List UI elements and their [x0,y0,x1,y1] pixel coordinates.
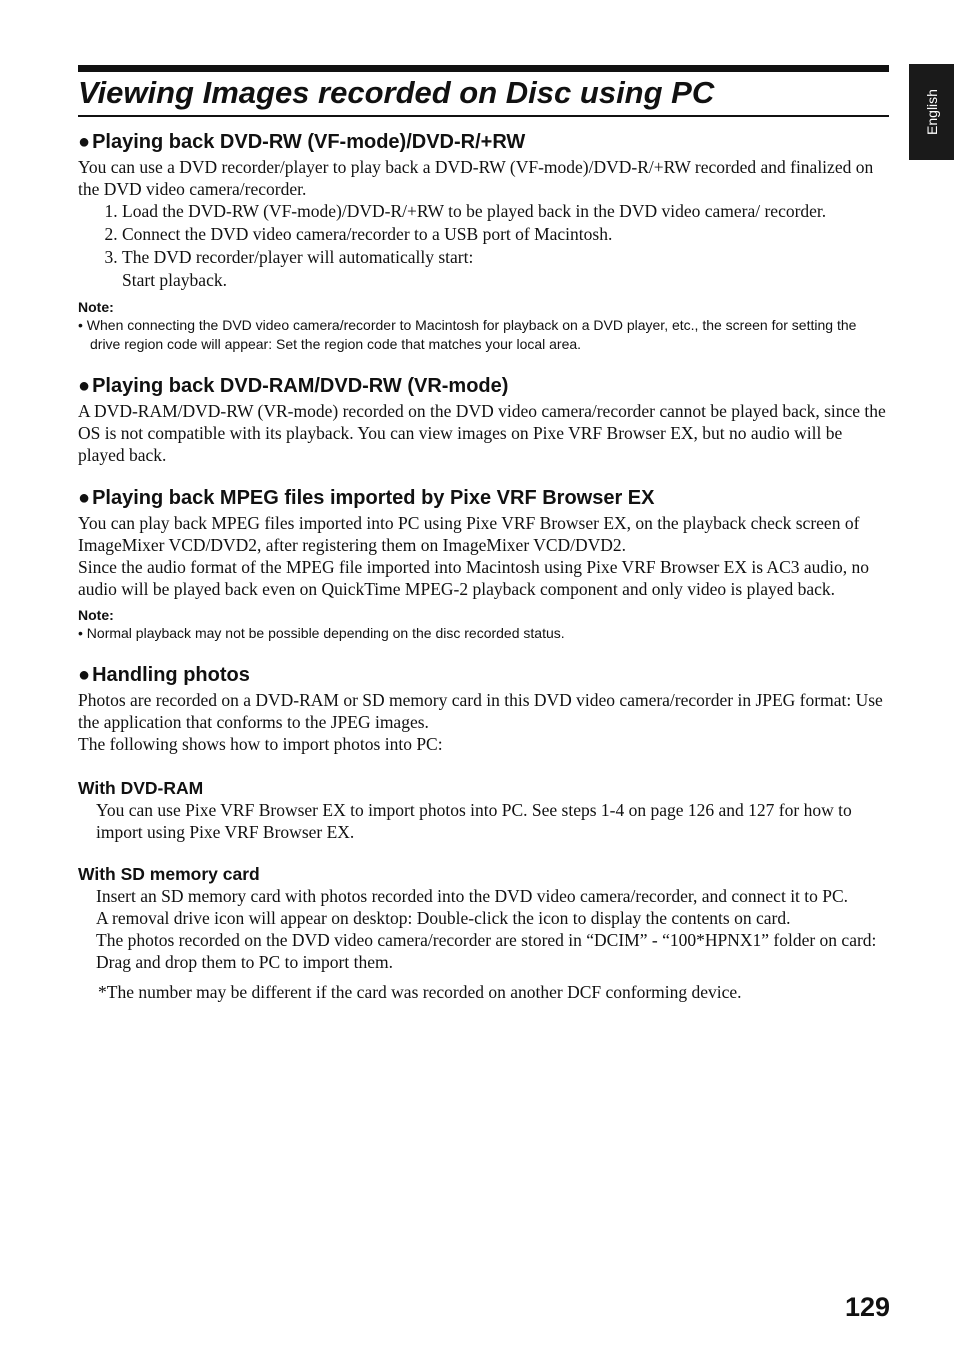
step-item: 1. Load the DVD-RW (VF-mode)/DVD-R/+RW to be played back in the DVD video camera/ recorder. [122,200,890,223]
section-paragraph: Since the audio format of the MPEG file imported into Macintosh using Pixe VRF Browser EX is AC3 audio, no audio will be played back even on QuickTime MPEG-2 playback component and only video is played back. [78,557,869,599]
language-tab-label: English [923,89,940,135]
title-bottom-rule [78,115,889,117]
section-heading: ● Playing back MPEG files imported by Pixe VRF Browser EX [78,487,655,509]
step-item: 2. Connect the DVD video camera/recorder to a USB port of Macintosh. [122,223,890,246]
steps-list [78,200,890,292]
section-intro: You can use a DVD recorder/player to play back a DVD-RW (VF-mode)/DVD-R/+RW recorded and finalized on the DVD video camera/recorder. [78,157,874,199]
page-number: 129 [844,1292,890,1322]
section-heading: ● Handling photos [78,664,250,686]
note-label: Note: [78,607,114,623]
section-handling-photos [78,661,890,1003]
step-followup: Start playback. [122,270,227,290]
language-tab [909,64,954,160]
section-dvd-ram [78,372,890,466]
section-body: A DVD-RAM/DVD-RW (VR-mode) recorded on the DVD video camera/recorder cannot be played back, since the OS is not compatible with its playback. You can view images on Pixe VRF Browser EX, but no audio will be played back. [78,401,886,465]
subsection-paragraph: Insert an SD memory card with photos recorded into the DVD video camera/recorder, and connect it to PC. [96,886,849,906]
subsection-body: You can use Pixe VRF Browser EX to import photos into PC. See steps 1-4 on page 126 and 127 for how to import using Pixe VRF Browser EX. [96,800,852,842]
subsection-paragraph: A removal drive icon will appear on desktop: Double-click the icon to display the contents on card. [96,908,791,928]
note-label: Note: [78,299,114,315]
section-paragraph: You can play back MPEG files imported into PC using Pixe VRF Browser EX, on the playback check screen of ImageMixer VCD/DVD2, after registering them on ImageMixer VCD/DVD2. [78,513,860,555]
title-top-rule [78,65,889,72]
note-item: • Normal playback may not be possible depending on the disc recorded status. [78,625,565,641]
bullet-icon: ● [78,375,91,397]
step-item: 3. The DVD recorder/player will automatically start: Start playback. [122,246,890,292]
section-paragraph: Photos are recorded on a DVD-RAM or SD memory card in this DVD video camera/recorder in JPEG format: Use the application that conforms to the JPEG images. [78,690,883,732]
footnote: *The number may be different if the card was recorded on another DCF conforming device. [98,982,742,1002]
section-dvd-rw-vf [78,128,890,354]
section-paragraph: The following shows how to import photos into PC: [78,734,443,754]
subsection-heading: With DVD-RAM [78,778,204,798]
page-title: Viewing Images recorded on Disc using PC [78,75,715,110]
bullet-icon: ● [78,487,91,509]
subsection-paragraph: The photos recorded on the DVD video camera/recorder are stored in “DCIM” - “100*HPNX1” folder on card: Drag and drop them to PC to import them. [96,930,877,972]
bullet-icon: ● [78,664,91,686]
section-heading: ● Playing back DVD-RAM/DVD-RW (VR-mode) [78,375,509,397]
note-item: • When connecting the DVD video camera/recorder to Macintosh for playback on a DVD player, etc., the screen for setting the drive region code will appear: Set the region code that matches your local area. [78,317,857,352]
subsection-heading: With SD memory card [78,864,260,884]
bullet-icon: ● [78,131,91,153]
section-heading: ● Playing back DVD-RW (VF-mode)/DVD-R/+RW [78,131,526,153]
page-content [78,128,890,1003]
section-mpeg-playback [78,484,890,643]
